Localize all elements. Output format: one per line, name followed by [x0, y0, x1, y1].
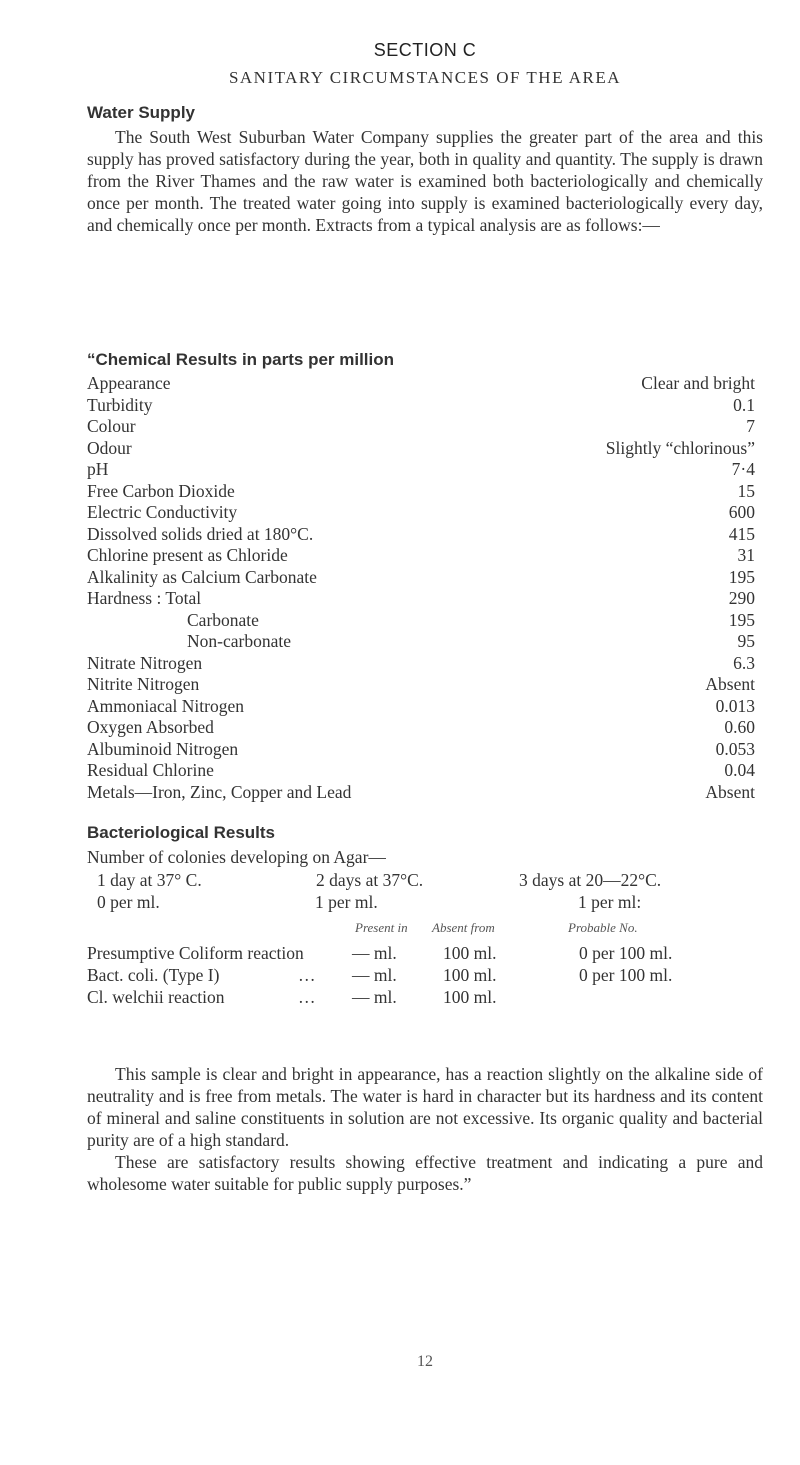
chem-row — [87, 610, 755, 632]
bact-row-probable: 0 per 100 ml. — [579, 943, 673, 963]
chem-label: Hardness : Total — [87, 588, 202, 608]
chem-row — [87, 395, 755, 417]
chem-label: Alkalinity as Calcium Carbonate — [87, 566, 317, 587]
chem-label: Nitrite Nitrogen — [87, 674, 200, 694]
chem-row — [87, 653, 755, 675]
chem-label: Oxygen Absorbed — [87, 717, 214, 737]
page-number: 12 — [417, 1353, 433, 1370]
chem-value: Absent — [705, 781, 755, 802]
bact-row-label: Cl. welchii reaction — [87, 987, 225, 1007]
chem-row — [87, 502, 755, 524]
chemical-results-heading: “Chemical Results in parts per million — [87, 350, 395, 369]
chem-value: 415 — [728, 523, 755, 544]
bact-row-present: — ml. — [352, 943, 397, 963]
summary-text-2: These are satisfactory results showing effective treatment and indicating a pure and wholesome water suitable for public supply purposes.” — [87, 1152, 763, 1194]
summary-paragraph-1 — [87, 1063, 763, 1151]
chem-label: Chlorine present as Chloride — [87, 545, 288, 565]
chem-value: 600 — [728, 502, 755, 522]
chem-value: 195 — [728, 566, 755, 587]
chem-row — [87, 674, 755, 696]
bact-row-label: Bact. coli. (Type I) — [87, 965, 220, 985]
chem-value: 7·4 — [731, 459, 755, 479]
section-subtitle: SANITARY CIRCUMSTANCES OF THE AREA — [228, 68, 622, 87]
water-supply-text: The South West Suburban Water Company supplies the greater part of the area and this supply has proved satisfactory during the year, both in quality and quantity. The supply is drawn from the River Thames and the raw water is examined both bacteriologically and chemically once per month. The treated water going into supply is examined bacteriologically every day, and chemically once per month. Extracts from a typical analysis are as follows:— — [87, 127, 763, 235]
chem-row — [87, 524, 755, 546]
chem-row — [87, 459, 755, 481]
chem-value: Slightly “chlorinous” — [605, 437, 755, 458]
agar-period: 2 days at 37°C. — [316, 870, 424, 890]
water-supply-paragraph — [87, 126, 763, 236]
water-supply-heading: Water Supply — [87, 103, 195, 122]
chem-value: 0.053 — [715, 738, 755, 759]
chem-label: Metals—Iron, Zinc, Copper and Lead — [87, 781, 352, 802]
chem-row — [87, 739, 755, 761]
chem-label: Colour — [87, 416, 136, 436]
chem-label: Albuminoid Nitrogen — [87, 738, 239, 759]
chem-label: Residual Chlorine — [87, 760, 214, 780]
bact-row-label: Presumptive Coliform reaction — [87, 943, 304, 963]
chem-label: Ammoniacal Nitrogen — [87, 695, 244, 716]
chem-label: Non-carbonate — [187, 631, 291, 651]
chem-value: 95 — [737, 631, 755, 651]
chem-label: Appearance — [87, 373, 171, 393]
chem-row — [87, 760, 755, 782]
bact-row-dots: … — [298, 965, 316, 985]
summary-paragraph-2 — [87, 1151, 763, 1195]
chem-value: 15 — [737, 480, 755, 501]
chem-value: 0.60 — [724, 717, 755, 737]
chem-label: Odour — [87, 437, 132, 458]
bact-row-dots: … — [298, 987, 316, 1007]
column-head-present: Present in — [355, 920, 408, 935]
chem-row — [87, 481, 755, 503]
chem-label: Nitrate Nitrogen — [87, 652, 203, 673]
chem-label: Free Carbon Dioxide — [87, 480, 235, 501]
chem-label: Carbonate — [187, 609, 259, 630]
column-head-absent: Absent from — [432, 920, 495, 935]
bact-row-probable: 0 per 100 ml. — [579, 965, 673, 985]
chem-value: 290 — [728, 588, 755, 608]
column-head-probable: Probable No. — [568, 920, 638, 935]
section-title: SECTION C — [373, 40, 477, 60]
agar-count: 1 per ml: — [578, 892, 642, 912]
chem-value: Clear and bright — [641, 373, 755, 393]
agar-count: 1 per ml. — [315, 892, 378, 912]
chem-row — [87, 631, 755, 653]
chem-label: pH — [87, 459, 109, 479]
bact-row-absent: 100 ml. — [443, 987, 497, 1007]
bact-row-absent: 100 ml. — [443, 943, 497, 963]
agar-period: 1 day at 37° C. — [97, 870, 202, 890]
bact-row-present: — ml. — [352, 987, 397, 1007]
chem-value: Absent — [705, 674, 755, 694]
chem-row — [87, 717, 755, 739]
chem-label: Turbidity — [87, 394, 153, 415]
chem-value: 0.1 — [733, 394, 755, 415]
chemical-results-table — [87, 373, 755, 803]
bacteriological-heading: Bacteriological Results — [87, 823, 276, 842]
bact-row-absent: 100 ml. — [443, 965, 497, 985]
chem-value: 0.04 — [724, 760, 755, 780]
chem-row — [87, 567, 755, 589]
chem-value: 7 — [746, 416, 755, 436]
chem-row — [87, 545, 755, 567]
summary — [87, 1063, 763, 1195]
agar-intro: Number of colonies developing on Agar— — [87, 847, 386, 867]
chem-label: Electric Conductivity — [87, 502, 238, 522]
chem-value: 31 — [737, 545, 755, 565]
chem-label: Dissolved solids dried at 180°C. — [87, 523, 314, 544]
chem-row — [87, 373, 755, 395]
bact-row-present: — ml. — [352, 965, 397, 985]
chem-value: 0.013 — [715, 695, 755, 716]
agar-period: 3 days at 20—22°C. — [519, 870, 662, 890]
chem-row — [87, 696, 755, 718]
chem-row — [87, 782, 755, 804]
summary-text-1: This sample is clear and bright in appearance, has a reaction slightly on the alkaline side of neutrality and is free from metals. The water is hard in character but its hardness and its content of mineral and saline constituents in solution are not excessive. Its organic quality and bacterial purity are of a high standard. — [87, 1064, 763, 1150]
agar-count: 0 per ml. — [97, 892, 160, 912]
chem-row — [87, 416, 755, 438]
chem-row — [87, 588, 755, 610]
chem-row — [87, 438, 755, 460]
chem-value: 195 — [728, 609, 755, 630]
chem-value: 6.3 — [733, 652, 755, 673]
